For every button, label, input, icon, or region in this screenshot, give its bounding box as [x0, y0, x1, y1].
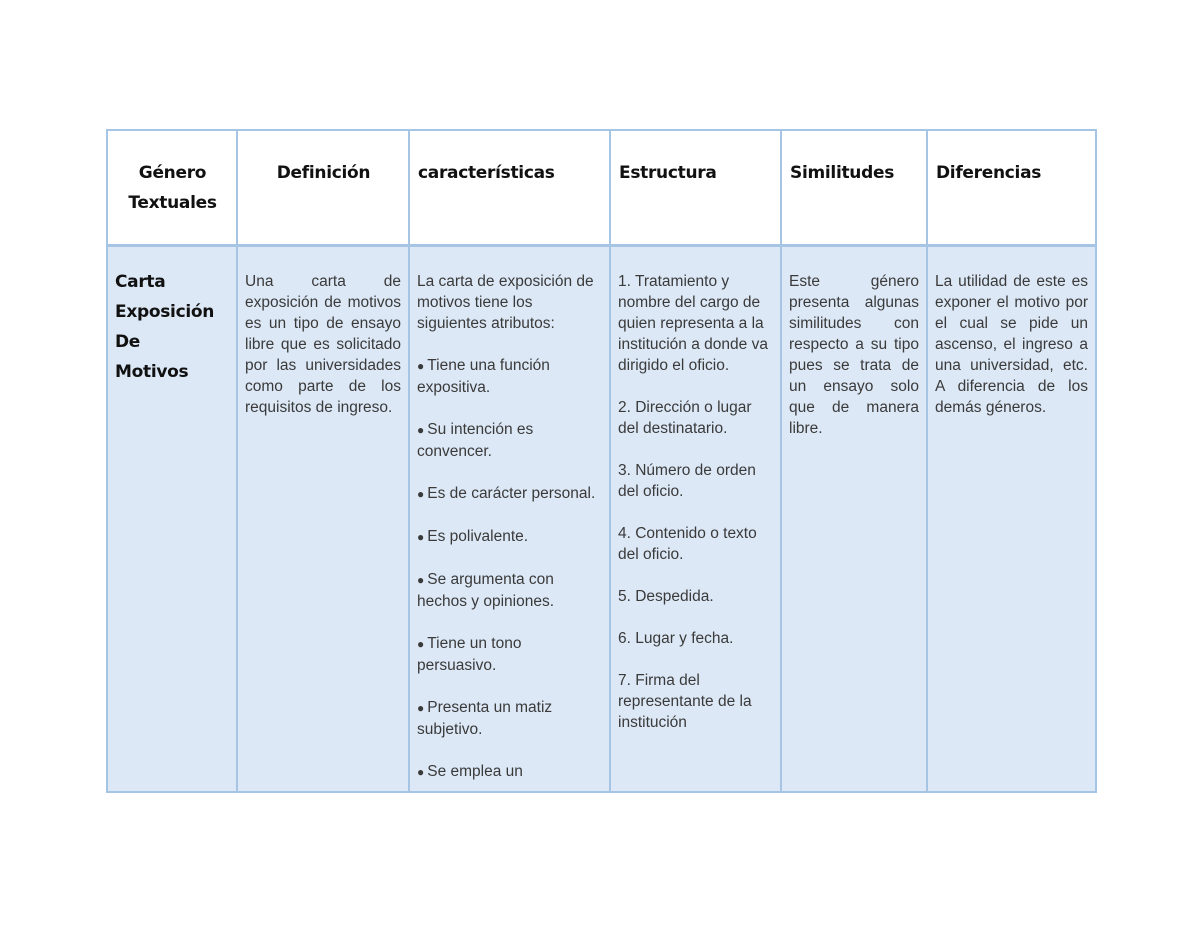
header-characteristics: características	[409, 130, 610, 245]
list-item: ● Presenta un matiz subjetivo.	[417, 698, 553, 738]
definition-cell	[237, 245, 409, 792]
list-item: ● Su intención es convencer.	[417, 420, 534, 460]
header-genre: Género Textuales	[107, 130, 237, 245]
bullet-icon: ●	[417, 529, 425, 544]
list-item: 4. Contenido o texto del oficio.	[618, 524, 757, 563]
header-row	[107, 130, 1096, 245]
comparison-table	[106, 129, 1097, 793]
genre-cell	[107, 245, 237, 792]
list-item: 7. Firma del representante de la institución	[618, 671, 752, 731]
table-row	[107, 245, 1096, 792]
bullet-icon: ●	[417, 636, 425, 651]
bullet-icon: ●	[417, 358, 425, 373]
list-item: 6. Lugar y fecha.	[618, 629, 734, 647]
bullet-icon: ●	[417, 422, 425, 437]
list-item: 1. Tratamiento y nombre del cargo de quien representa a la institución a donde va dirigido el oficio.	[618, 272, 768, 374]
bullet-icon: ●	[417, 572, 425, 587]
similarities-cell	[781, 245, 927, 792]
definition-text: Una carta de exposición de motivos es un tipo de ensayo libre que es solicitado por las universidades como parte de los requisitos de ingreso.	[245, 272, 401, 416]
characteristics-cell	[409, 245, 610, 792]
bullet-icon: ●	[417, 764, 425, 779]
list-item: ● Se argumenta con hechos y opiniones.	[417, 570, 555, 610]
genre-line: De	[115, 331, 141, 352]
list-item: 3. Número de orden del oficio.	[618, 461, 756, 500]
similarities-text: Este género presenta algunas similitudes con respecto a su tipo pues se trata de un ensayo solo que de manera libre.	[789, 272, 919, 437]
list-item: ● Se emplea un	[417, 762, 523, 780]
genre-line: Carta	[115, 271, 166, 292]
header-definition: Definición	[237, 130, 409, 245]
structure-cell	[610, 245, 781, 792]
genre-line: Exposición	[115, 301, 215, 322]
header-structure: Estructura	[610, 130, 781, 245]
differences-cell	[927, 245, 1096, 792]
genre-line: Motivos	[115, 361, 189, 382]
differences-text: La utilidad de este es exponer el motivo por el cual se pide un ascenso, el ingreso a una universidad, etc. A diferencia de los demás géneros.	[935, 272, 1088, 416]
list-item: 2. Dirección o lugar del destinatario.	[618, 398, 752, 437]
header-differences: Diferencias	[927, 130, 1096, 245]
bullet-icon: ●	[417, 700, 425, 715]
list-item: ● Es polivalente.	[417, 527, 529, 545]
list-item: ● Es de carácter personal.	[417, 484, 596, 502]
bullet-icon: ●	[417, 486, 425, 501]
characteristics-intro: La carta de exposición de motivos tiene los siguientes atributos:	[417, 272, 594, 332]
list-item: ● Tiene una función expositiva.	[417, 356, 550, 396]
header-similarities: Similitudes	[781, 130, 927, 245]
list-item: ● Tiene un tono persuasivo.	[417, 634, 522, 674]
list-item: 5. Despedida.	[618, 587, 714, 605]
